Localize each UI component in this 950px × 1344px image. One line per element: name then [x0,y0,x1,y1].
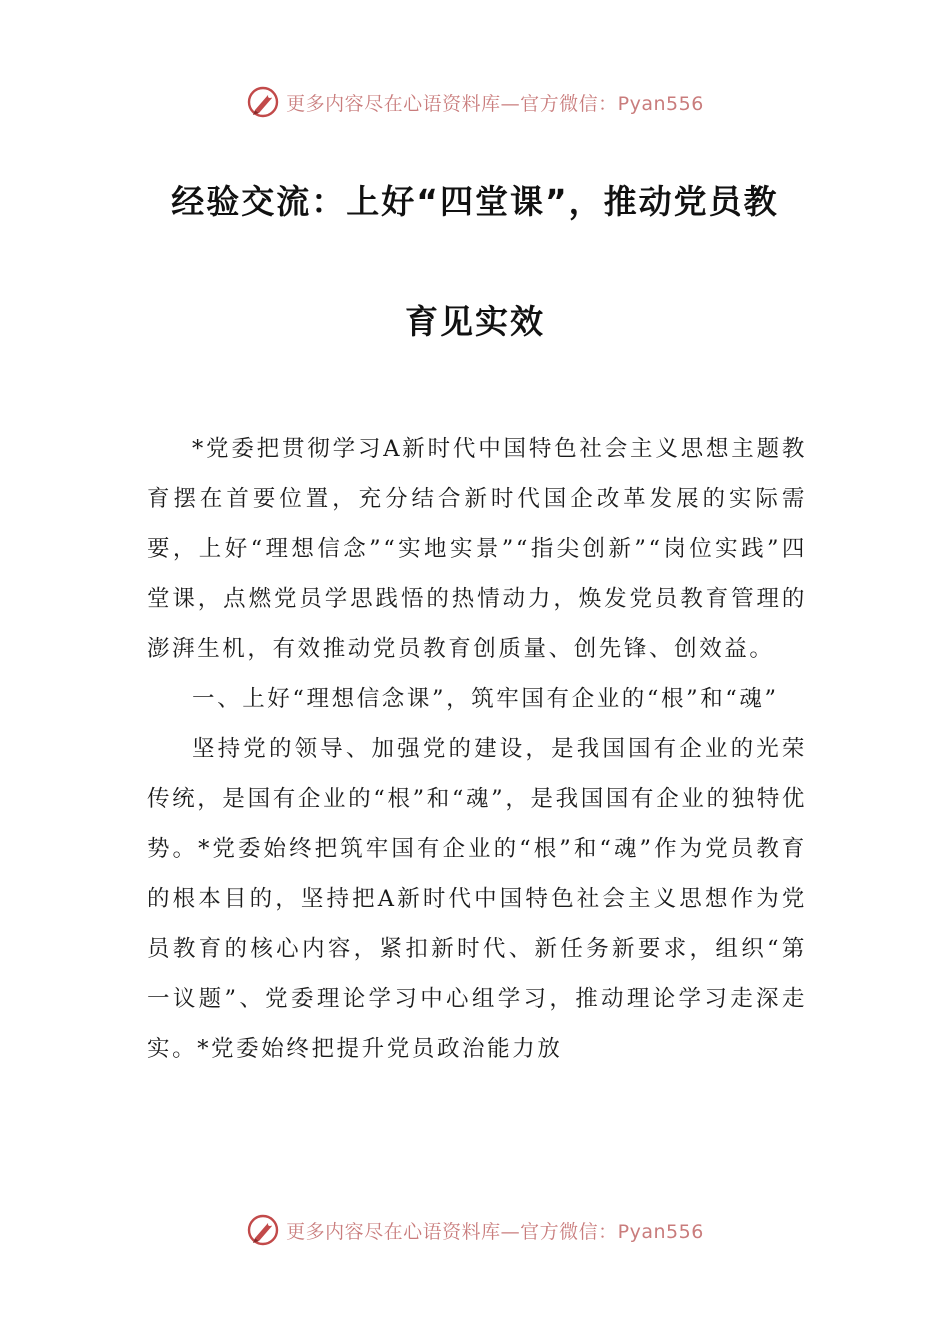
paragraph-intro: *党委把贯彻学习A新时代中国特色社会主义思想主题教育摆在首要位置，充分结合新时代国企改革发展的实际需要，上好“理想信念”“实地实景”“指尖创新”“岗位实践”四堂课，点燃党员学思践悟的热情动力，焕发党员教育管理的澎湃生机，有效推动党员教育创质量、创先锋、创效益。 [147,436,807,662]
document-title-line-1: 经验交流：上好“四堂课”，推动党员教 [171,182,779,221]
watermark-text: 更多内容尽在心语资料库—官方微信：Pyan556 [286,92,704,115]
document-title-line-2: 育见实效 [405,302,545,341]
pen-logo-icon [246,1213,280,1247]
watermark-text: 更多内容尽在心语资料库—官方微信：Pyan556 [286,1220,704,1243]
paragraph-section-1: 坚持党的领导、加强党的建设，是我国国有企业的光荣传统，是国有企业的“根”和“魂”，是我国国有企业的独特优势。*党委始终把筑牢国有企业的“根”和“魂”作为党员教育的根本目的，坚持把A新时代中国特色社会主义思想作为党员教育的核心内容，紧扣新时代、新任务新要求，组织“第一议题”、党委理论学习中心组学习，推动理论学习走深走实。*党委始终把提升党员政治能力放 [147,736,807,1062]
watermark-header [0,82,950,122]
watermark-footer [0,1210,950,1250]
document-body [147,424,807,1074]
pen-logo-icon [246,85,280,119]
section-heading-1: 一、上好“理想信念课”，筑牢国有企业的“根”和“魂” [192,686,779,712]
